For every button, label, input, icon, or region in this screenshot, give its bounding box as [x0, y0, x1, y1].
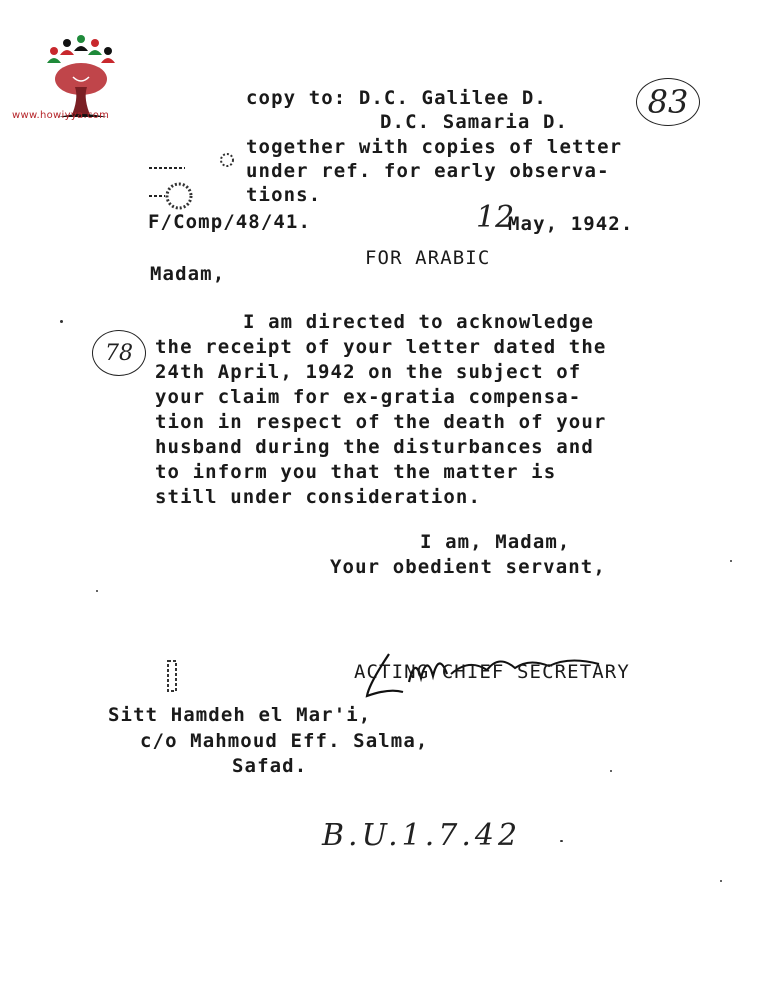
body-line-4: your claim for ex-gratia compensa- [155, 386, 582, 408]
addressee-town: Safad. [232, 755, 308, 777]
for-arabic-note: FOR ARABIC [365, 247, 491, 269]
receipt-annotation: B.U.1.7.42 [322, 818, 522, 853]
scan-speck [560, 840, 563, 842]
body-line-7: to inform you that the matter is [155, 461, 557, 483]
closing-line-2: Your obedient servant, [330, 556, 606, 578]
signature-title: ACTING CHIEF SECRETARY [354, 661, 630, 683]
body-line-2: the receipt of your letter dated the [155, 336, 607, 358]
date-rest: May, 1942. [508, 213, 634, 235]
copy-to-line-3: together with copies of letter [246, 136, 623, 158]
scan-speck [60, 320, 63, 323]
closing-line-1: I am, Madam, [420, 531, 571, 553]
addressee-care-of: c/o Mahmoud Eff. Salma, [140, 730, 429, 752]
salutation: Madam, [150, 263, 226, 285]
howiyya-logo [10, 10, 120, 125]
margin-ref-number: 78 [105, 340, 133, 366]
margin-punch-mark [128, 125, 218, 205]
logo-site-text: www.howiyya.com [12, 110, 110, 121]
scan-speck [610, 770, 612, 772]
body-line-5: tion in respect of the death of your [155, 411, 607, 433]
page-number-circle [636, 78, 700, 126]
scan-speck [730, 560, 732, 562]
body-line-1: I am directed to acknowledge [243, 311, 595, 333]
body-line-8: still under consideration. [155, 486, 482, 508]
tree-icon [55, 63, 107, 117]
scan-speck [720, 880, 722, 882]
people-ring-icon [47, 35, 115, 63]
reference-number: F/Comp/48/41. [148, 211, 312, 233]
scan-speck [96, 590, 98, 592]
copy-to-line-4: under ref. for early observa- [246, 160, 610, 182]
margin-mark-2 [146, 640, 160, 674]
date-day-handwritten: 12 [476, 200, 515, 235]
page-number: 83 [647, 83, 689, 121]
copy-to-line-1: copy to: D.C. Galilee D. [246, 87, 547, 109]
copy-to-line-5: tions. [246, 184, 322, 206]
body-line-3: 24th April, 1942 on the subject of [155, 361, 582, 383]
margin-ref-circle [92, 330, 146, 376]
addressee-name: Sitt Hamdeh el Mar'i, [108, 704, 372, 726]
body-line-6: husband during the disturbances and [155, 436, 594, 458]
copy-to-line-2: D.C. Samaria D. [380, 111, 569, 133]
